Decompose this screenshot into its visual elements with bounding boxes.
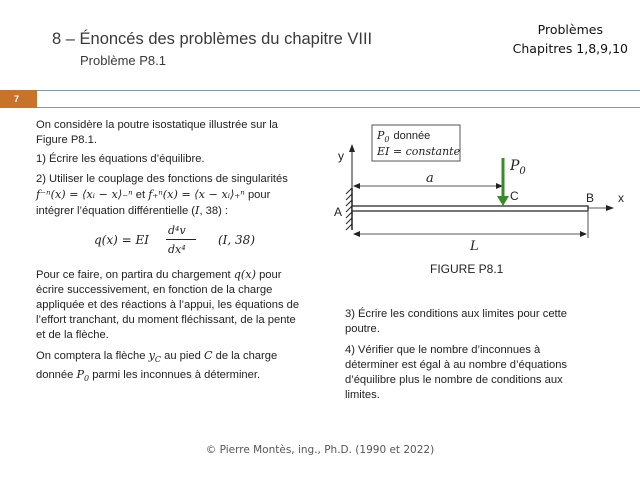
beam bbox=[352, 206, 588, 211]
para-text-a: Pour ce faire, on partira du chargement bbox=[36, 269, 231, 281]
page-subtitle: Problème P8.1 bbox=[80, 53, 166, 68]
math-p-sub: 0 bbox=[83, 374, 90, 384]
load-arrow-head bbox=[497, 196, 509, 206]
slide-number-badge bbox=[0, 90, 37, 108]
last-paragraph-line-2 bbox=[36, 367, 321, 386]
figure-caption: FIGURE P8.1 bbox=[430, 262, 504, 276]
question-4-line-2: déterminer est égal à au nombre d’équations bbox=[345, 359, 568, 371]
label-x: x bbox=[618, 191, 624, 205]
equation-reference: (I, 38) bbox=[218, 233, 256, 247]
question-4-line-1: 4) Vérifier que le nombre d’inconnues à bbox=[345, 344, 541, 356]
fixed-support-hatching bbox=[346, 188, 352, 230]
para-math-q: q(x) bbox=[233, 268, 256, 281]
label-b: B bbox=[586, 191, 595, 205]
word-pour: pour bbox=[247, 189, 271, 201]
right-column bbox=[345, 307, 625, 403]
left-column bbox=[36, 118, 321, 386]
y-axis-arrowhead bbox=[349, 144, 355, 152]
question-4-line-3: d’équilibre plus le nombre de conditions aux bbox=[345, 374, 563, 386]
footer-copyright: © Pierre Montès, ing., Ph.D. (1990 et 2022) bbox=[205, 444, 435, 456]
question-4-line-4: limites. bbox=[345, 389, 380, 401]
question-3-line-1: 3) Écrire les conditions aux limites pour cette bbox=[345, 308, 567, 320]
page-title: 8 – Énoncés des problèmes du chapitre VIII bbox=[52, 30, 373, 48]
last2-text-a: donnée bbox=[36, 369, 74, 382]
differential-equation bbox=[36, 221, 321, 261]
intro-line-2: Figure P8.1. bbox=[36, 134, 97, 146]
q2-line3-text-a: intégrer l’équation différentielle ( bbox=[36, 205, 196, 217]
word-et: et bbox=[135, 189, 146, 201]
q2-line3-ref: I bbox=[195, 204, 200, 217]
header-rule bbox=[37, 90, 640, 108]
paragraph-line-5: et de la flèche. bbox=[36, 329, 109, 341]
math-c: C bbox=[203, 349, 213, 362]
load-label: $P_0$ bbox=[510, 158, 526, 177]
equation-lhs: q(x) = EI bbox=[94, 233, 149, 247]
dimension-l-arrow-left bbox=[353, 231, 360, 237]
para-text-b: pour bbox=[259, 269, 282, 281]
x-axis-arrowhead bbox=[606, 205, 614, 211]
question-2-line-1: 2) Utiliser le couplage des fonctions de singularités bbox=[36, 173, 288, 185]
question-1: 1) Écrire les équations d’équilibre. bbox=[36, 153, 205, 165]
label-a-support: A bbox=[334, 205, 343, 219]
paragraph-line-4: l’effort tranchant, du moment fléchissant, de la pente bbox=[36, 314, 296, 326]
question-2-line-3 bbox=[36, 203, 321, 219]
beam-figure bbox=[330, 118, 630, 260]
math-y: y bbox=[148, 349, 155, 362]
paragraph-line-3: appliquée et des réactions à l’appui, les équations de bbox=[36, 299, 300, 311]
label-y: y bbox=[338, 149, 344, 163]
paragraph-line-1 bbox=[36, 267, 321, 283]
label-dimension-l: L bbox=[470, 239, 479, 254]
equation-numerator: d⁴v bbox=[168, 224, 186, 237]
dimension-a-arrow-left bbox=[353, 183, 360, 189]
last-paragraph-line-1 bbox=[36, 348, 321, 367]
last-text-c: de la charge bbox=[215, 350, 278, 362]
intro-line-1: On considère la poutre isostatique illustrée sur la bbox=[36, 119, 278, 131]
math-p: P bbox=[76, 368, 84, 382]
corner-heading bbox=[513, 20, 628, 58]
singularity-function-1: f⁻ⁿ(x) = ⟨xᵢ − x⟩₋ⁿ bbox=[36, 188, 133, 201]
fraction-bar bbox=[166, 239, 196, 240]
corner-line-1: Problèmes bbox=[537, 22, 603, 37]
corner-line-2: Chapitres 1,8,9,10 bbox=[512, 41, 628, 56]
slide-number: 7 bbox=[14, 94, 20, 104]
paragraph-line-2: écrire successivement, en fonction de la charge bbox=[36, 284, 273, 296]
question-3-line-2: poutre. bbox=[345, 323, 380, 335]
math-y-sub: C bbox=[154, 355, 162, 365]
last2-text-b: parmi les inconnues à déterminer. bbox=[92, 369, 261, 382]
equation-denominator: dx⁴ bbox=[168, 243, 186, 256]
label-c: C bbox=[510, 189, 519, 203]
legend-ei: EI = constante bbox=[377, 145, 461, 158]
question-2-line-2 bbox=[36, 187, 321, 203]
last-text-b: au pied bbox=[164, 350, 201, 362]
legend-p0: $P_0$ donnée bbox=[377, 129, 431, 144]
singularity-function-2: f₊ⁿ(x) = ⟨x − xᵢ⟩₊ⁿ bbox=[148, 188, 245, 201]
dimension-l-arrow-right bbox=[580, 231, 587, 237]
last-text-a: On comptera la flèche bbox=[36, 350, 146, 362]
q2-line3-text-b: , 38) : bbox=[199, 205, 229, 217]
label-dimension-a: a bbox=[426, 171, 434, 186]
